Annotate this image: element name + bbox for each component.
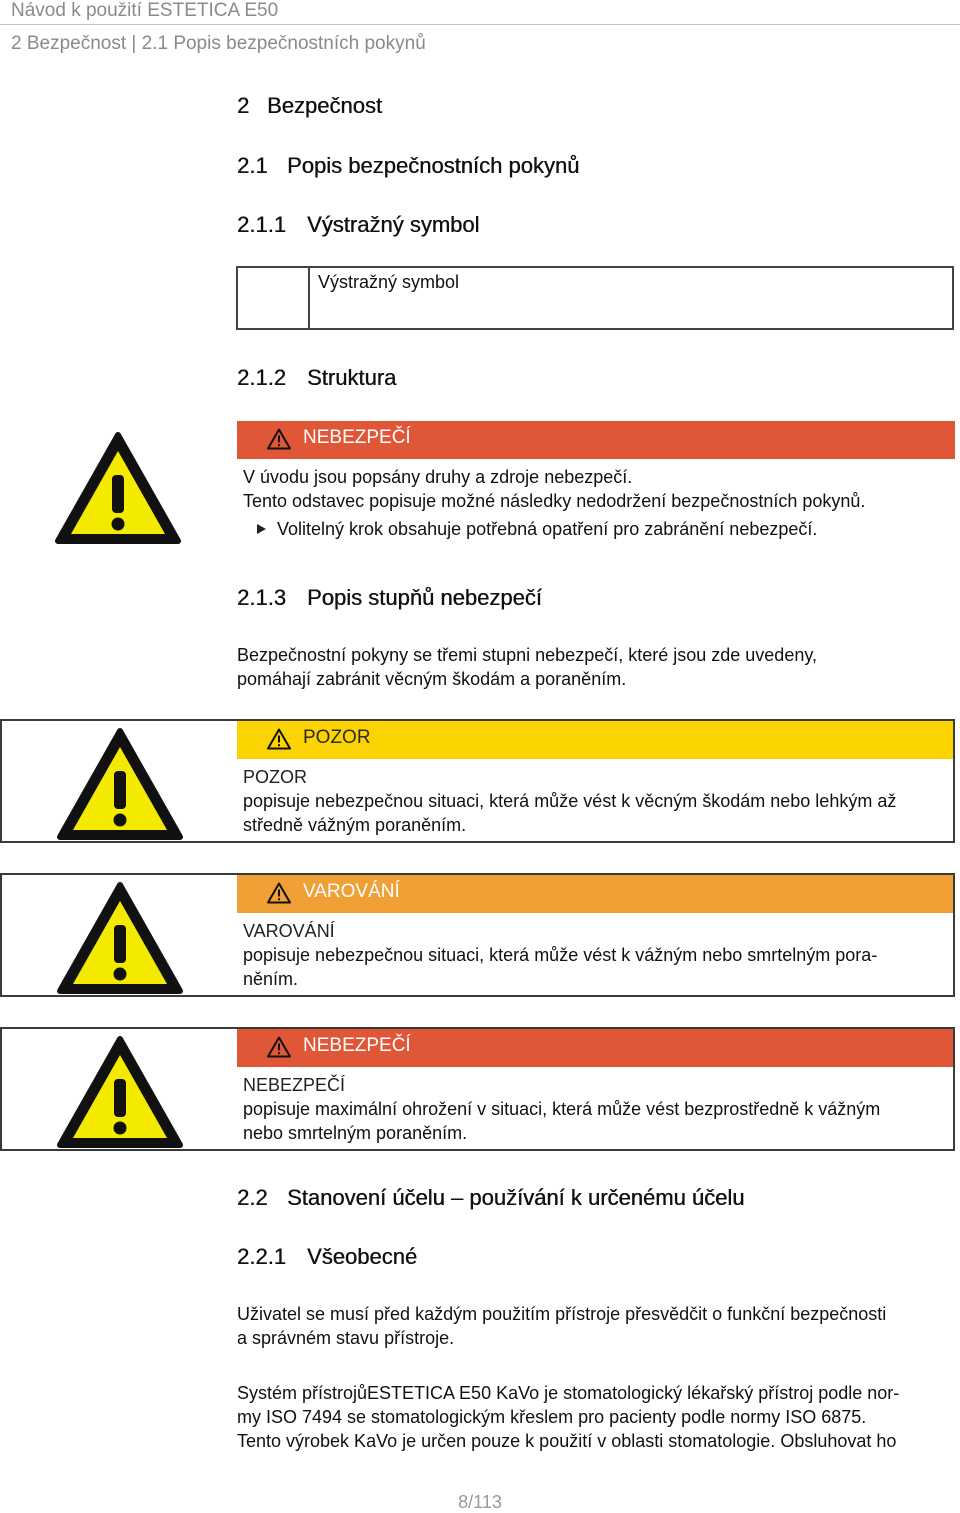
caution-label: POZOR	[303, 727, 371, 748]
warning-icon	[267, 728, 291, 750]
heading-2-1	[237, 153, 579, 179]
header-divider	[0, 24, 960, 25]
heading-number: 2.1.3	[237, 585, 286, 610]
danger-label-bar	[237, 421, 955, 459]
warning-sign-cell	[2, 721, 239, 841]
warning-sign-cell	[0, 421, 237, 571]
caution-label-bar	[237, 721, 953, 759]
warning-triangle-icon	[54, 431, 182, 545]
text-line: popisuje nebezpečnou situaci, která může vést k věcným škodám nebo lehkým až	[243, 791, 897, 811]
heading-2-1-3	[237, 585, 542, 611]
danger-body	[243, 1073, 880, 1145]
structure-body	[243, 465, 865, 541]
warning-icon	[267, 1036, 291, 1058]
heading-2-2-1	[237, 1244, 417, 1270]
caution-term: POZOR	[243, 767, 308, 787]
text-line: Bezpečnostní pokyny se třemi stupni nebezpečí, které jsou zde uvedeny,	[237, 645, 817, 665]
warning-sign-cell	[2, 1029, 239, 1149]
warning-icon	[267, 882, 291, 904]
text-line: něním.	[243, 969, 299, 989]
warning-body	[243, 919, 877, 991]
text-line: my ISO 7494 se stomatologickým křeslem pro pacienty podle normy ISO 6875.	[237, 1407, 867, 1427]
text-line: Systém přístrojůESTETICA E50 KaVo je stomatologický lékařský přístroj podle nor-	[237, 1383, 900, 1403]
optional-step	[243, 517, 865, 541]
caution-body	[243, 765, 896, 837]
text-line: popisuje nebezpečnou situaci, která může vést k vážným nebo smrtelným pora-	[243, 945, 878, 965]
text-line: nebo smrtelným poraněním.	[243, 1123, 468, 1143]
danger-term: NEBEZPEČÍ	[243, 1075, 346, 1095]
text-line: středně vážným poraněním.	[243, 815, 467, 835]
warning-box	[0, 873, 955, 997]
heading-number: 2.1.2	[237, 365, 286, 390]
symbol-label: Výstražný symbol	[318, 272, 460, 292]
warning-term: VAROVÁNÍ	[243, 921, 335, 941]
heading-number: 2	[237, 93, 250, 118]
symbol-cell	[238, 268, 310, 328]
warning-icon	[267, 428, 291, 450]
heading-text: Stanovení účelu – používání k určenému účelu	[287, 1185, 745, 1210]
caution-box	[0, 719, 955, 843]
page-number: 8/113	[458, 1492, 502, 1512]
text-line: Uživatel se musí před každým použitím přístroje přesvědčit o funkční bezpečnosti	[237, 1304, 887, 1324]
warning-triangle-icon	[56, 881, 184, 995]
heading-number: 2.2	[237, 1185, 268, 1210]
text-line: popisuje maximální ohrožení v situaci, která může vést bezprostředně k vážným	[243, 1099, 881, 1119]
heading-text: Popis stupňů nebezpečí	[307, 585, 542, 610]
structure-danger-box	[0, 421, 955, 571]
heading-2-2	[237, 1185, 744, 1211]
hazard-description: V úvodu jsou popsány druhy a zdroje nebezpečí.	[243, 467, 633, 487]
heading-text: Struktura	[307, 365, 397, 390]
heading-2-1-1	[237, 212, 479, 238]
text-line: a správném stavu přístroje.	[237, 1328, 455, 1348]
warning-triangle-icon	[56, 1035, 184, 1149]
danger-label: NEBEZPEČÍ	[303, 427, 411, 448]
heading-2	[237, 93, 382, 119]
general-paragraph-2	[237, 1381, 957, 1453]
heading-number: 2.2.1	[237, 1244, 286, 1269]
consequence-description: Tento odstavec popisuje možné následky nedodržení bezpečnostních pokynů.	[243, 491, 866, 511]
heading-text: Bezpečnost	[267, 93, 382, 118]
text-line: pomáhají zabránit věcným škodám a poraněním.	[237, 669, 627, 689]
symbol-table	[236, 266, 954, 330]
text-line: Tento výrobek KaVo je určen pouze k použití v oblasti stomatologie. Obsluhovat ho	[237, 1431, 897, 1451]
warning-triangle-icon	[56, 727, 184, 841]
heading-text: Popis bezpečnostních pokynů	[287, 153, 580, 178]
warning-label: VAROVÁNÍ	[303, 881, 400, 902]
step-text: Volitelný krok obsahuje potřebná opatření pro zabránění nebezpečí.	[277, 519, 818, 539]
danger-box	[0, 1027, 955, 1151]
general-paragraph-1	[237, 1302, 957, 1350]
danger-label-bar	[237, 1029, 953, 1067]
heading-text: Výstražný symbol	[307, 212, 480, 237]
heading-2-1-2	[237, 365, 396, 391]
heading-number: 2.1.1	[237, 212, 286, 237]
document-title: Návod k použití ESTETICA E50	[11, 0, 279, 21]
danger-label: NEBEZPEČÍ	[303, 1035, 411, 1056]
warning-label-bar	[237, 875, 953, 913]
step-arrow-icon	[257, 524, 266, 534]
levels-intro-paragraph	[237, 643, 957, 691]
warning-sign-cell	[2, 875, 239, 995]
section-breadcrumb: 2 Bezpečnost | 2.1 Popis bezpečnostních pokynů	[11, 33, 426, 54]
heading-text: Všeobecné	[307, 1244, 418, 1269]
heading-number: 2.1	[237, 153, 268, 178]
